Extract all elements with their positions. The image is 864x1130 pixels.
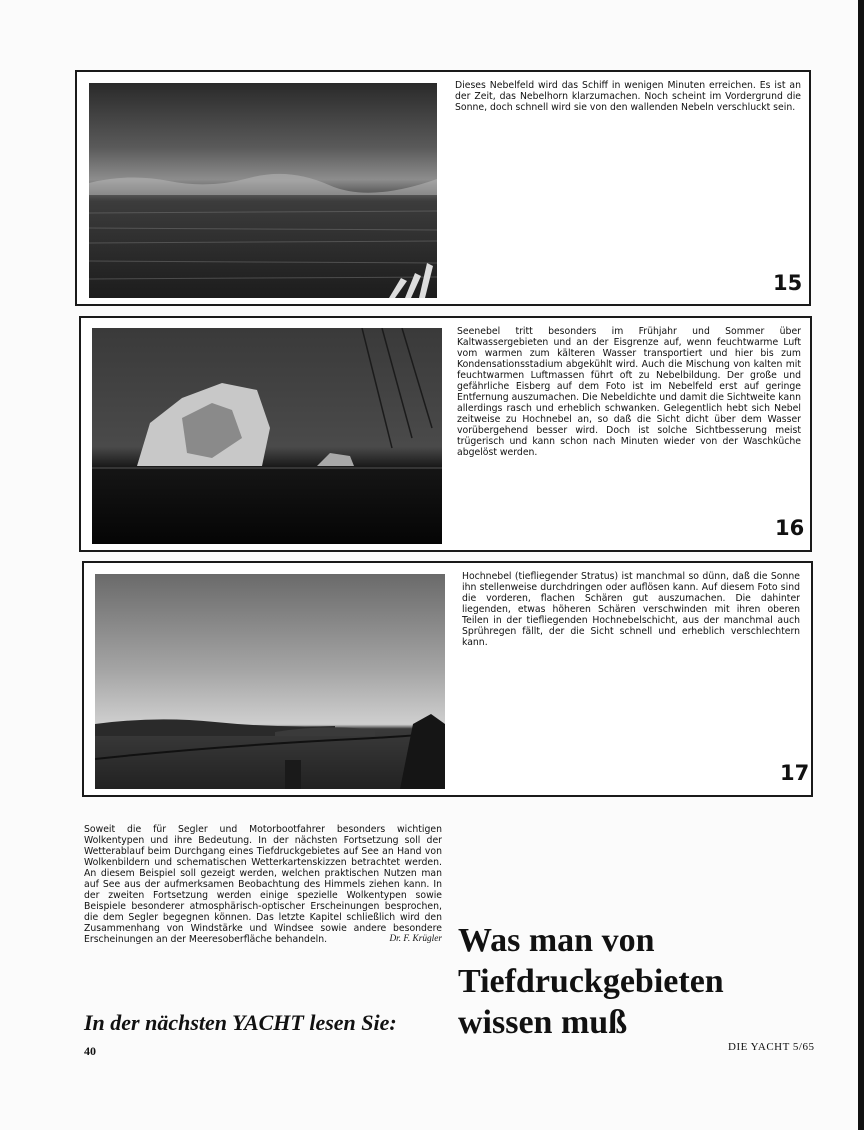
photo-fog-bank	[89, 83, 437, 298]
caption-15: Dieses Nebelfeld wird das Schiff in wenigen Minuten erreichen. Es ist an der Zeit, das Nebelhorn klarzumachen. Noch scheint im Vordergrund die Sonne, doch schnell wird sie von den wallenden Nebeln verschluckt sein.	[455, 80, 801, 113]
photo-panel-16	[79, 316, 812, 552]
author-signature: Dr. F. Krügler	[389, 934, 442, 944]
photo-panel-17	[82, 561, 813, 797]
caption-16: Seenebel tritt besonders im Frühjahr und Sommer über Kaltwassergebieten und an der Eisgrenze auf, wenn feuchtwarme Luft vom warmen zum kälteren Wasser transportiert und hier bis zum Kondensationsstadium abgekühlt wird. Auch die Mischung von kalten mit feuchtwarmen Luftmassen führt oft zu Nebelbildung. Der große und gefährliche Eisberg auf dem Foto ist im Nebelfeld erst auf geringe Entfernung auszumachen. Die Nebeldichte und damit die Sichtweite kann allerdings rasch und erheblich schwanken. Gelegentlich hebt sich Nebel zeitweise zu Hochnebel an, so daß die Sicht dicht über dem Wasser vorübergehend besser wird. Doch ist solche Sichtbesserung meist trügerisch und kann schon nach Minuten wieder von der Waschküche abgelöst werden.	[457, 326, 801, 458]
photo-skerries-stratus	[95, 574, 445, 789]
next-issue-teaser: In der nächsten YACHT lesen Sie:	[84, 1010, 397, 1035]
article-body-paragraph: Soweit die für Segler und Motorbootfahrer besonders wichtigen Wolkentypen und ihre Bedeutung. In der nächsten Fortsetzung soll der Wetterablauf beim Durchgang eines Tiefdruckgebietes auf See an Hand von Wolkenbildern und schematischen Wetterkartenskizzen betrachtet werden. An diesem Beispiel soll gezeigt werden, welchen praktischen Nutzen man auf See aus der aufmerksamen Beobachtung des Himmels ziehen kann. In der zweiten Fortsetzung werden einige spezielle Wolkentypen sowie Beispiele besonderer atmosphärisch-optischer Erscheinungen besprochen, die dem Segler begegnen können. Das letzte Kapitel schließlich wird den Zusammenhang von Windstärke und Windsee sowie andere besondere Erscheinungen an der Meeresoberfläche behandeln.	[84, 824, 442, 945]
caption-17: Hochnebel (tiefliegender Stratus) ist manchmal so dünn, daß die Sonne ihn stellenweise durchdringen oder auflösen kann. Auf diesem Foto sind die vorderen, flachen Schären gut auszumachen. Die dahinter liegenden, etwas höheren Schären verschwinden mit ihren oberen Teilen in der tiefliegenden Hochnebelschicht, aus der manchmal auch Sprühregen fällt, der die Sicht schnell und erheblich verschlechtern kann.	[462, 571, 800, 648]
page-number: 40	[84, 1044, 96, 1058]
headline-line-3: wissen muß	[458, 1004, 628, 1041]
scan-edge	[858, 0, 864, 1130]
figure-number-17: 17	[780, 761, 810, 785]
photo-iceberg	[92, 328, 442, 544]
figure-number-15: 15	[773, 271, 803, 295]
photo-panel-15	[75, 70, 811, 306]
headline-line-2: Tiefdruckgebieten	[458, 963, 724, 1000]
next-issue-headline	[458, 920, 788, 1043]
magazine-footer: DIE YACHT 5/65	[728, 1041, 815, 1053]
headline-line-1: Was man von	[458, 922, 655, 959]
article-body-text	[84, 824, 442, 945]
figure-number-16: 16	[775, 516, 805, 540]
